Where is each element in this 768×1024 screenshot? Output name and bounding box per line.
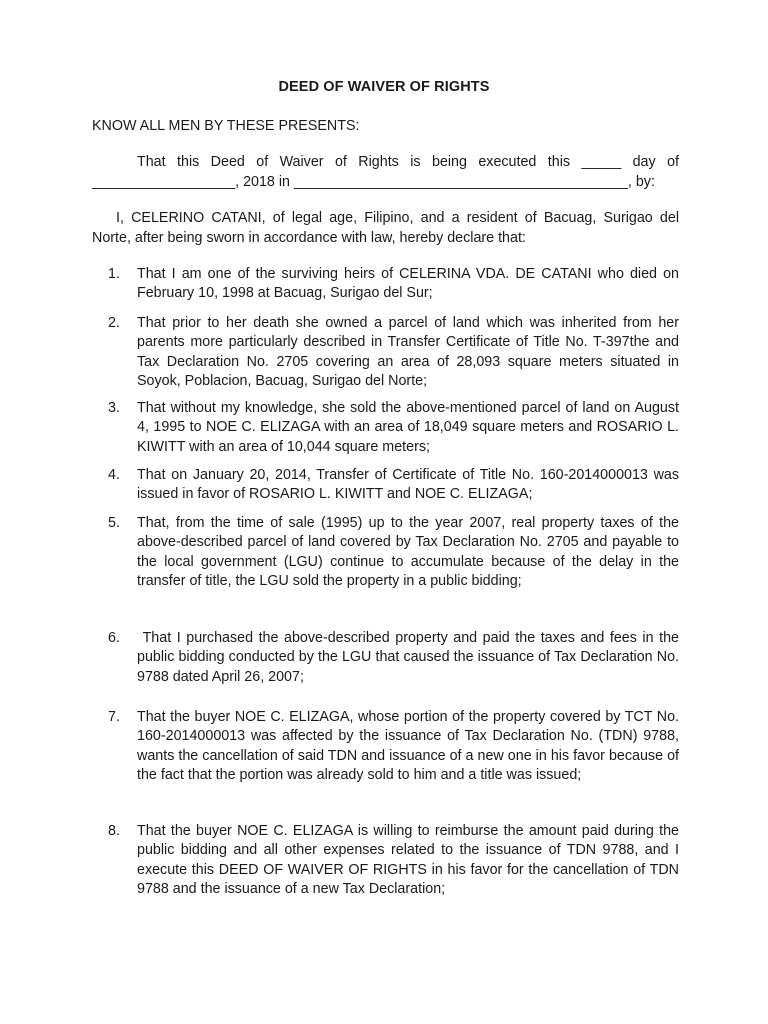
list-item (108, 399, 679, 457)
item-text: That on January 20, 2014, Transfer of Certificate of Title No. 160-2014000013 was issued in favor of ROSARIO L. KIWITT and NOE C. ELIZAGA; (137, 467, 679, 503)
item-text: That without my knowledge, she sold the above-mentioned parcel of land on August 4, 1995 to NOE C. ELIZAGA with an area of 18,049 square meters and ROSARIO L. KIWITT with an area of 10,044 square meters; (137, 400, 679, 455)
list-item (108, 314, 679, 391)
item-number: 6. (108, 630, 120, 646)
item-text: That I am one of the surviving heirs of CELERINA VDA. DE CATANI who died on February 10, 1998 at Bacuag, Surigao del Sur; (137, 266, 679, 302)
document-title: DEED OF WAIVER OF RIGHTS (278, 79, 490, 95)
list-item (108, 708, 679, 785)
item-number: 8. (108, 823, 120, 839)
declaration-paragraph: I, CELERINO CATANI, of legal age, Filipino, and a resident of Bacuag, Surigao del Norte, after being sworn in accordance with law, hereby declare that: (92, 210, 679, 246)
list-item (108, 822, 679, 899)
item-text: That the buyer NOE C. ELIZAGA is willing to reimburse the amount paid during the public bidding and all other expenses related to the issuance of TDN 9788, and I execute this DEED OF WAIVER OF RIGHTS in his favor for the cancellation of TDN 9788 and the issuance of a new Tax Declaration; (137, 823, 679, 897)
item-number: 2. (108, 315, 120, 331)
item-number: 1. (108, 266, 120, 282)
item-number: 4. (108, 467, 120, 483)
list-item (108, 466, 679, 505)
item-text: That the buyer NOE C. ELIZAGA, whose portion of the property covered by TCT No. 160-2014000013 was affected by the issuance of Tax Declaration No. (TDN) 9788, wants the cancellation of said TDN and issuance of a new one in his favor because of the fact that the portion was already sold to him and a title was issued; (137, 709, 679, 783)
item-text: That prior to her death she owned a parcel of land which was inherited from her parents more particularly described in Transfer Certificate of Title No. T-397the and Tax Declaration No. 2705 covering an area of 28,093 square meters situated in Soyok, Poblacion, Bacuag, Surigao del Norte; (137, 315, 679, 389)
item-number: 5. (108, 515, 120, 531)
list-item (108, 514, 679, 591)
opening-paragraph: That this Deed of Waiver of Rights is being executed this _____ day of __________________, 2018 in __________________________________________, by: (92, 154, 679, 190)
list-item (108, 265, 679, 304)
item-number: 7. (108, 709, 120, 725)
intro-line: KNOW ALL MEN BY THESE PRESENTS: (92, 118, 360, 134)
item-text: That I purchased the above-described property and paid the taxes and fees in the public bidding conducted by the LGU that caused the issuance of Tax Declaration No. 9788 dated April 26, 2007; (137, 630, 683, 685)
list-item (108, 629, 683, 687)
item-text: That, from the time of sale (1995) up to the year 2007, real property taxes of the above-described parcel of land covered by Tax Declaration No. 2705 and payable to the local government (LGU) continue to accumulate because of the delay in the transfer of title, the LGU sold the property in a public bidding; (137, 515, 679, 589)
item-number: 3. (108, 400, 120, 416)
